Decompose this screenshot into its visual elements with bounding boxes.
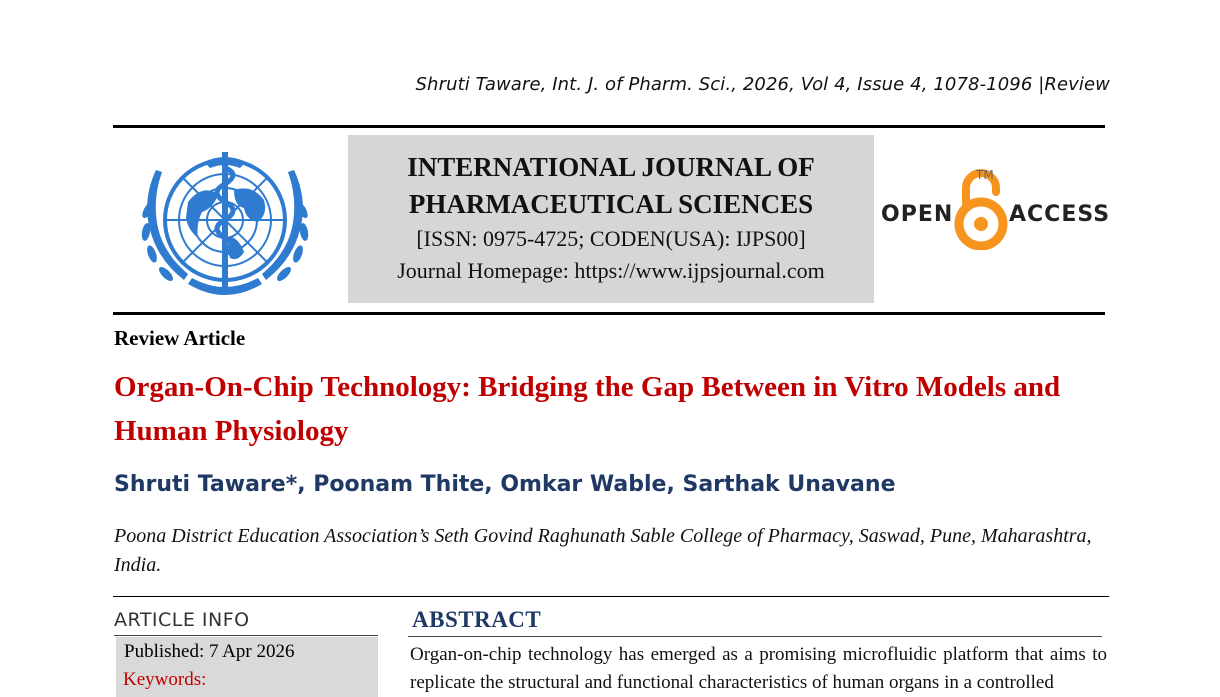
journal-emblem-logo [126, 140, 324, 306]
journal-homepage-link[interactable]: Journal Homepage: https://www.ijpsjournal.com [397, 258, 825, 283]
keywords-label: Keywords: [123, 669, 207, 690]
author-affiliation: Poona District Education Association’s Seth Govind Raghunath Sable College of Pharmacy, Saswad, Pune, Maharashtra, India. [114, 525, 1092, 576]
article-title: Organ-On-Chip Technology: Bridging the Gap Between in Vitro Models and Human Physiology [114, 371, 1061, 447]
abstract-rule [408, 636, 1102, 637]
header-top-rule [113, 125, 1105, 128]
open-access-logo [878, 160, 1118, 250]
article-info-box [116, 637, 378, 697]
journal-title-line2: PHARMACEUTICAL SCIENCES [408, 189, 814, 219]
author-list: Shruti Taware*, Poonam Thite, Omkar Wable, Sarthak Unavane [114, 472, 896, 497]
article-info-rule [114, 635, 378, 636]
open-access-access-text: ACCESS [1009, 202, 1111, 227]
journal-masthead [348, 135, 874, 303]
running-head: Shruti Taware, Int. J. of Pharm. Sci., 2026, Vol 4, Issue 4, 1078-1096 |Review [415, 74, 1110, 95]
journal-title-line1: INTERNATIONAL JOURNAL OF [407, 152, 815, 182]
abstract-heading: ABSTRACT [412, 607, 542, 632]
abstract-text: Organ-on-chip technology has emerged as a promising microfluidic platform that aims to replicate the structural and functional characteristics of human organs in a controlled [410, 644, 1107, 693]
journal-title [348, 149, 874, 223]
open-access-open-text: OPEN [881, 202, 954, 227]
section-divider [113, 596, 1109, 597]
article-type: Review Article [114, 326, 246, 350]
article-info-heading: ARTICLE INFO [114, 609, 250, 631]
header-bottom-rule [113, 312, 1105, 315]
issn-line: [ISSN: 0975-4725; CODEN(USA): IJPS00] [416, 226, 806, 251]
published-date: Published: 7 Apr 2026 [124, 641, 295, 662]
trademark-mark: TM [976, 168, 994, 182]
